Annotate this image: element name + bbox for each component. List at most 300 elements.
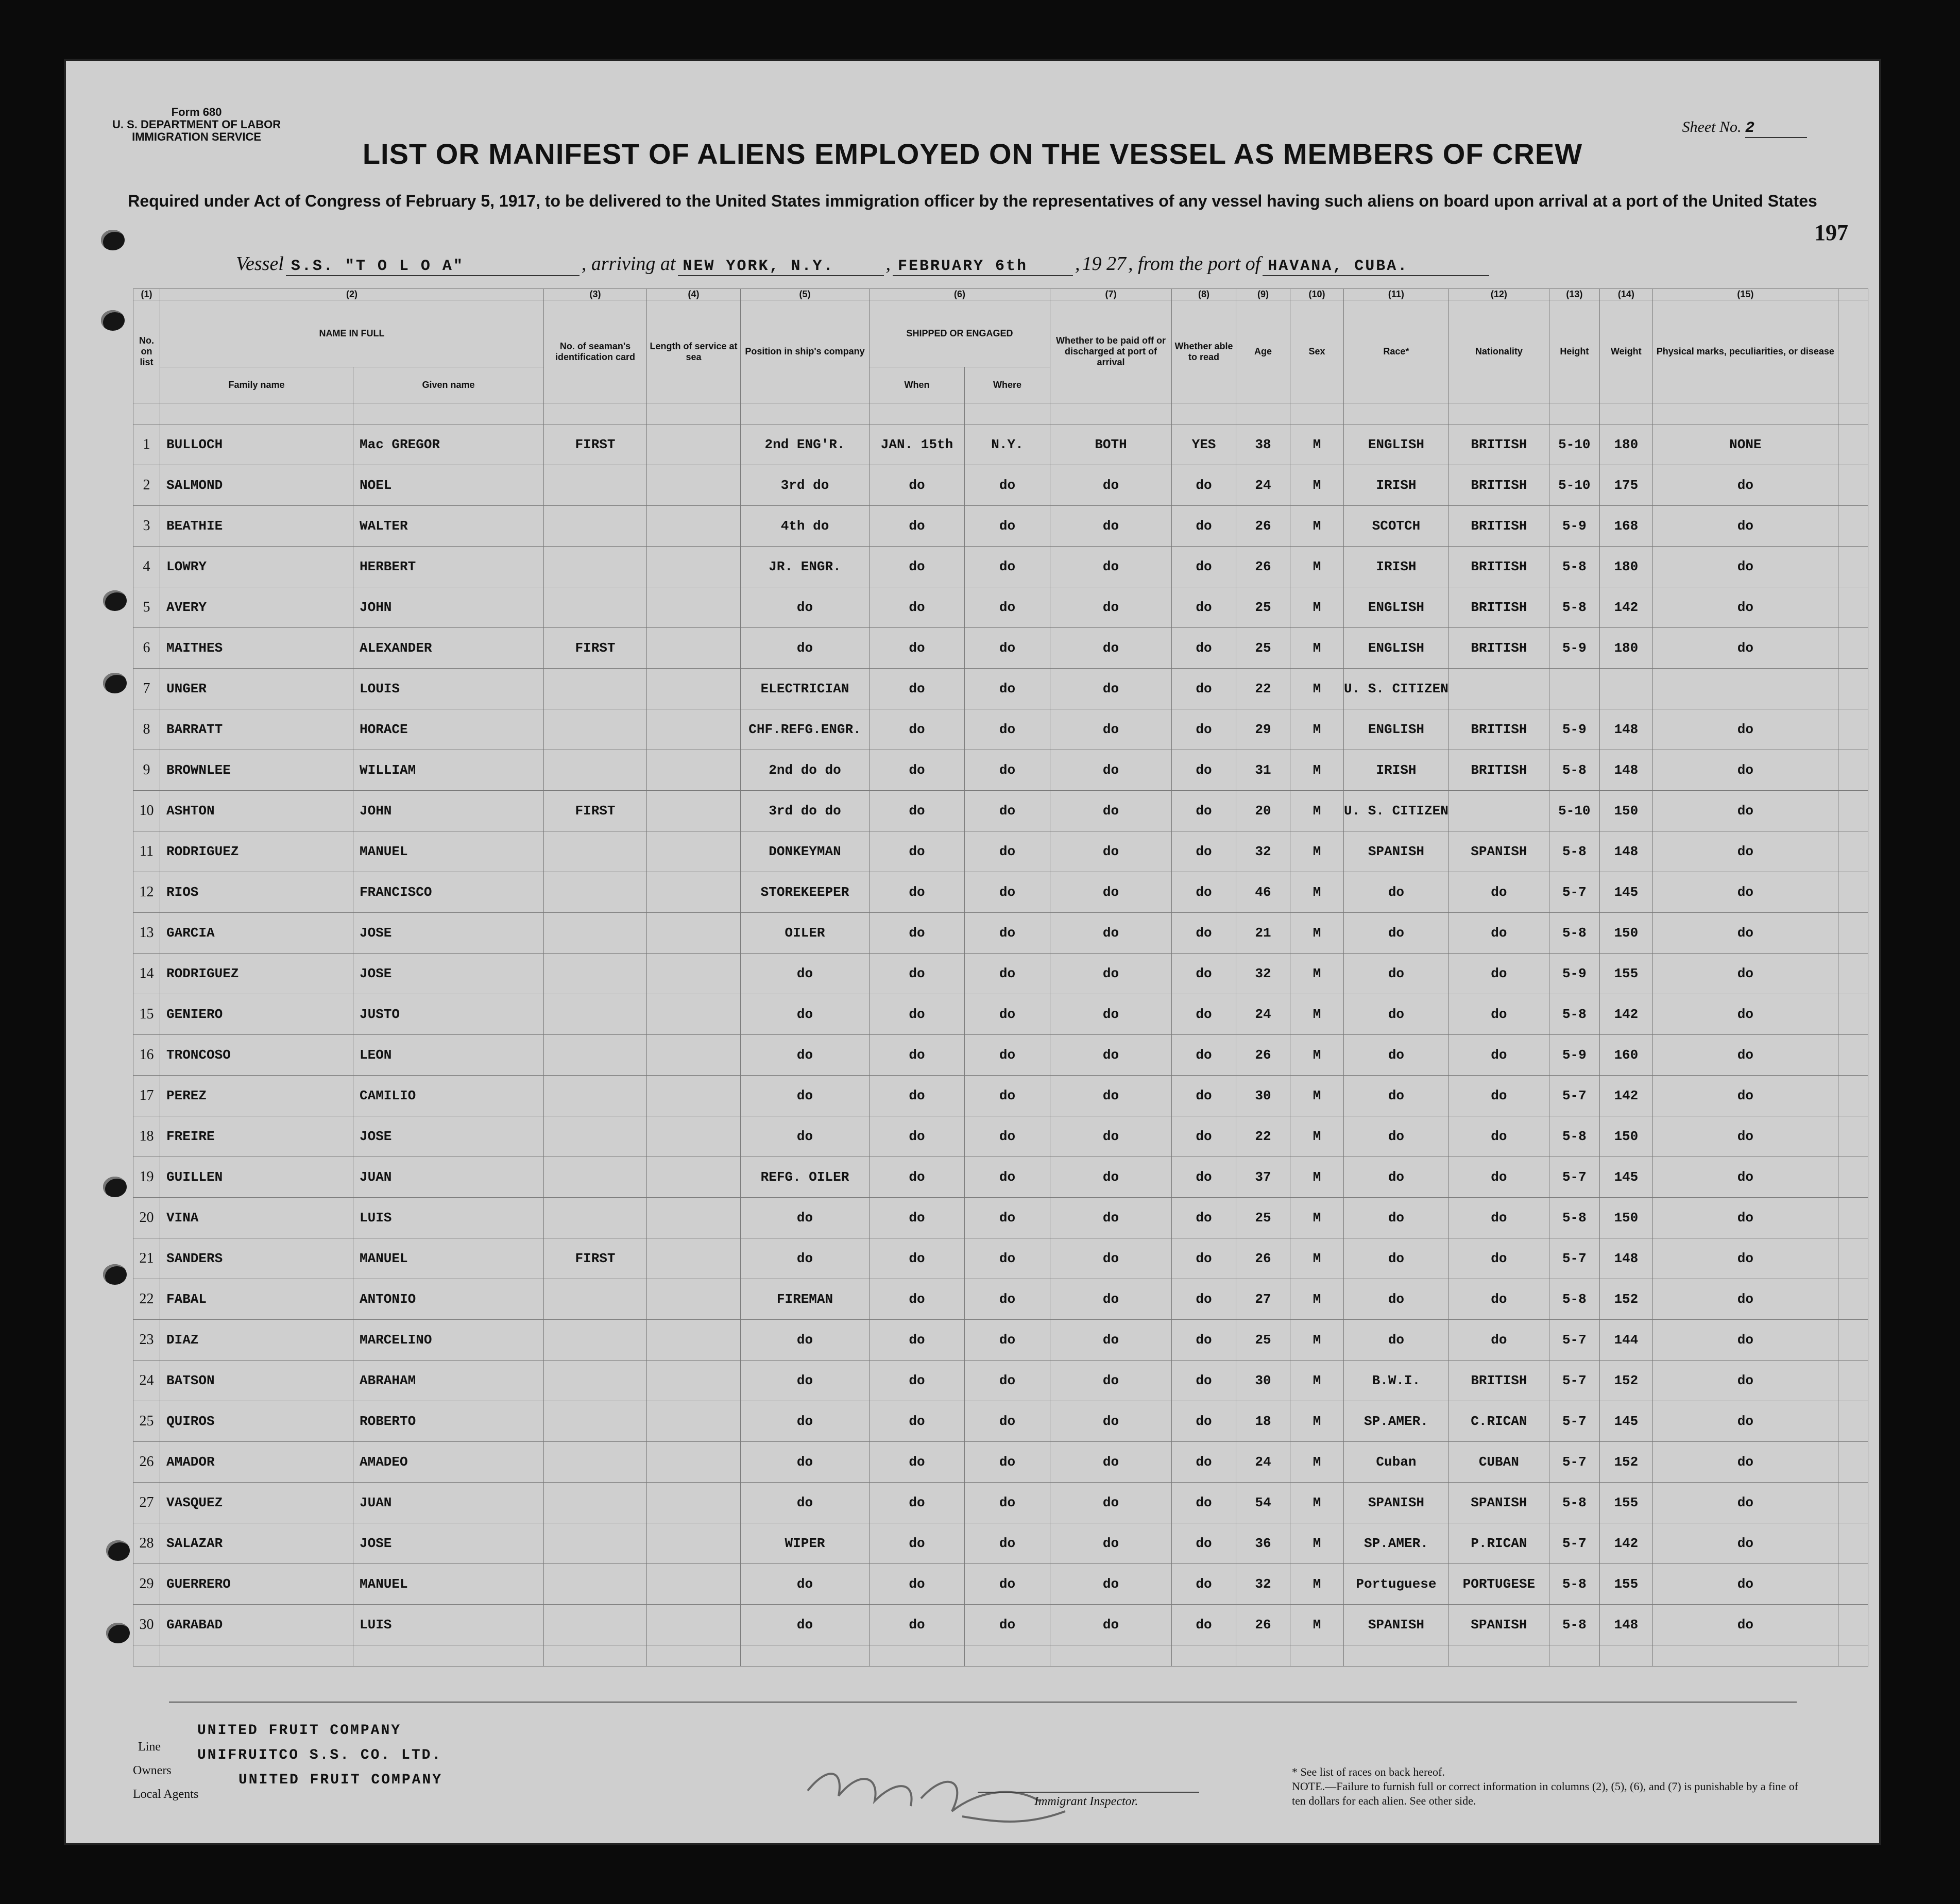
- cell-nationality: [1448, 669, 1549, 709]
- cell-id-card: [544, 1523, 647, 1564]
- cell-age: 54: [1236, 1483, 1290, 1523]
- cell-extra: [1838, 1035, 1868, 1076]
- cell-weight: 155: [1599, 954, 1652, 994]
- cell-id-card: [544, 1483, 647, 1523]
- cell-family-name: SALAZAR: [160, 1523, 353, 1564]
- cell-height: 5-8: [1549, 1116, 1599, 1157]
- cell-physical-marks: do: [1652, 831, 1838, 872]
- cell-position: do: [741, 1442, 870, 1483]
- cell-physical-marks: do: [1652, 913, 1838, 954]
- cell-id-card: [544, 1076, 647, 1116]
- cell-sex: M: [1290, 1564, 1344, 1605]
- cell-sex: M: [1290, 913, 1344, 954]
- cell-nationality: BRITISH: [1448, 709, 1549, 750]
- agents-value: UNITED FRUIT COMPANY: [238, 1772, 443, 1788]
- cell-able-to-read: do: [1172, 587, 1236, 628]
- cell-position: REFG. OILER: [741, 1157, 870, 1198]
- cell-sex: M: [1290, 1320, 1344, 1361]
- colnum-8: (8): [1172, 289, 1236, 300]
- cell-shipped-when: do: [870, 1401, 965, 1442]
- cell-shipped-where: do: [965, 994, 1050, 1035]
- cell-age: 38: [1236, 424, 1290, 465]
- cell-row-number: 14: [133, 954, 160, 994]
- crew-row: [133, 1116, 1868, 1157]
- cell-race: do: [1344, 994, 1449, 1035]
- cell-race: ENGLISH: [1344, 424, 1449, 465]
- cell-sex: M: [1290, 1605, 1344, 1645]
- cell-sex: M: [1290, 1116, 1344, 1157]
- inspector-label: Immigrant Inspector.: [1034, 1795, 1138, 1808]
- cell-height: 5-7: [1549, 1238, 1599, 1279]
- cell-sex: M: [1290, 1035, 1344, 1076]
- cell-family-name: ASHTON: [160, 791, 353, 831]
- cell-shipped-where: do: [965, 1401, 1050, 1442]
- cell-shipped-when: do: [870, 628, 965, 669]
- cell-physical-marks: do: [1652, 1564, 1838, 1605]
- cell-weight: 155: [1599, 1564, 1652, 1605]
- crew-row: [133, 1320, 1868, 1361]
- colnum-6: (6): [870, 289, 1050, 300]
- cell-shipped-where: do: [965, 1238, 1050, 1279]
- cell-paid-off: do: [1050, 709, 1172, 750]
- cell-given-name: HERBERT: [353, 547, 544, 587]
- cell-paid-off: do: [1050, 1035, 1172, 1076]
- cell-nationality: do: [1448, 994, 1549, 1035]
- cell-extra: [1838, 1605, 1868, 1645]
- cell-length-service: [647, 1401, 741, 1442]
- cell-extra: [1838, 465, 1868, 506]
- cell-shipped-when: do: [870, 587, 965, 628]
- cell-id-card: [544, 1401, 647, 1442]
- crew-row: [133, 954, 1868, 994]
- cell-shipped-where: do: [965, 1564, 1050, 1605]
- cell-height: 5-8: [1549, 1198, 1599, 1238]
- cell-paid-off: do: [1050, 628, 1172, 669]
- cell-age: 26: [1236, 1238, 1290, 1279]
- cell-paid-off: do: [1050, 791, 1172, 831]
- cell-extra: [1838, 424, 1868, 465]
- cell-sex: M: [1290, 872, 1344, 913]
- crew-row: [133, 1198, 1868, 1238]
- colnum-11: (11): [1344, 289, 1449, 300]
- cell-race: do: [1344, 1035, 1449, 1076]
- cell-given-name: AMADEO: [353, 1442, 544, 1483]
- cell-extra: [1838, 994, 1868, 1035]
- cell-shipped-when: do: [870, 872, 965, 913]
- cell-able-to-read: do: [1172, 506, 1236, 547]
- cell-physical-marks: do: [1652, 872, 1838, 913]
- cell-row-number: 30: [133, 1605, 160, 1645]
- cell-family-name: GARCIA: [160, 913, 353, 954]
- colnum-2: (2): [160, 289, 544, 300]
- crew-row: [133, 1483, 1868, 1523]
- manifest-sheet: [66, 61, 1879, 1843]
- cell-length-service: [647, 954, 741, 994]
- cell-nationality: BRITISH: [1448, 587, 1549, 628]
- owners-value: UNIFRUITCO S.S. CO. LTD.: [197, 1747, 442, 1763]
- requirement-statement: Required under Act of Congress of February 5, 1917, to be delivered to the United States immigration officer by the representatives of any vessel having such aliens on board upon arrival at a port of the United States: [128, 192, 1817, 210]
- cell-sex: M: [1290, 954, 1344, 994]
- header-length-service: Length of service at sea: [647, 300, 741, 403]
- form-number: Form 680: [171, 106, 222, 118]
- cell-row-number: 6: [133, 628, 160, 669]
- cell-id-card: [544, 913, 647, 954]
- cell-physical-marks: do: [1652, 1320, 1838, 1361]
- cell-given-name: JUAN: [353, 1483, 544, 1523]
- crew-row: [133, 465, 1868, 506]
- cell-row-number: 4: [133, 547, 160, 587]
- cell-position: do: [741, 1035, 870, 1076]
- cell-extra: [1838, 1320, 1868, 1361]
- cell-shipped-when: do: [870, 1483, 965, 1523]
- cell-row-number: 5: [133, 587, 160, 628]
- cell-weight: 142: [1599, 1523, 1652, 1564]
- cell-length-service: [647, 1483, 741, 1523]
- cell-position: do: [741, 1116, 870, 1157]
- cell-physical-marks: do: [1652, 1483, 1838, 1523]
- cell-position: CHF.REFG.ENGR.: [741, 709, 870, 750]
- cell-length-service: [647, 424, 741, 465]
- punch-hole: [101, 230, 125, 250]
- header-id-card: No. of seaman's identification card: [544, 300, 647, 403]
- line-value: UNITED FRUIT COMPANY: [197, 1723, 402, 1739]
- cell-shipped-where: do: [965, 1157, 1050, 1198]
- cell-family-name: BEATHIE: [160, 506, 353, 547]
- cell-length-service: [647, 1523, 741, 1564]
- cell-able-to-read: do: [1172, 547, 1236, 587]
- cell-race: do: [1344, 1076, 1449, 1116]
- cell-sex: M: [1290, 1198, 1344, 1238]
- cell-nationality: do: [1448, 1238, 1549, 1279]
- cell-physical-marks: do: [1652, 1035, 1838, 1076]
- crew-row: [133, 669, 1868, 709]
- cell-id-card: [544, 1116, 647, 1157]
- cell-shipped-where: N.Y.: [965, 424, 1050, 465]
- cell-nationality: SPANISH: [1448, 831, 1549, 872]
- cell-paid-off: do: [1050, 1361, 1172, 1401]
- cell-family-name: GARABAD: [160, 1605, 353, 1645]
- cell-length-service: [647, 913, 741, 954]
- cell-row-number: 3: [133, 506, 160, 547]
- cell-height: 5-9: [1549, 506, 1599, 547]
- cell-row-number: 7: [133, 669, 160, 709]
- cell-paid-off: do: [1050, 1320, 1172, 1361]
- cell-weight: 148: [1599, 1238, 1652, 1279]
- arrival-date: FEBRUARY 6th: [893, 258, 1073, 276]
- header-marks: Physical marks, peculiarities, or disease: [1652, 300, 1838, 403]
- cell-position: FIREMAN: [741, 1279, 870, 1320]
- fine-note: NOTE.—Failure to furnish full or correct information in columns (2), (5), (6), and (7) is punishable by a fine of ten dollars for each alien. See other side.: [1292, 1780, 1799, 1807]
- cell-weight: 142: [1599, 1076, 1652, 1116]
- cell-paid-off: do: [1050, 1238, 1172, 1279]
- cell-age: 31: [1236, 750, 1290, 791]
- crew-row: [133, 750, 1868, 791]
- cell-nationality: PORTUGESE: [1448, 1564, 1549, 1605]
- cell-physical-marks: do: [1652, 1361, 1838, 1401]
- cell-id-card: [544, 872, 647, 913]
- arrival-year: 19 27: [1082, 253, 1126, 275]
- cell-race: SCOTCH: [1344, 506, 1449, 547]
- cell-shipped-when: do: [870, 1564, 965, 1605]
- cell-id-card: [544, 1442, 647, 1483]
- cell-shipped-when: do: [870, 1442, 965, 1483]
- cell-race: SP.AMER.: [1344, 1401, 1449, 1442]
- cell-race: Portuguese: [1344, 1564, 1449, 1605]
- cell-race: IRISH: [1344, 750, 1449, 791]
- header-read: Whether able to read: [1172, 300, 1236, 403]
- cell-position: do: [741, 1605, 870, 1645]
- cell-able-to-read: do: [1172, 709, 1236, 750]
- cell-physical-marks: do: [1652, 465, 1838, 506]
- cell-id-card: [544, 506, 647, 547]
- cell-sex: M: [1290, 1361, 1344, 1401]
- cell-position: do: [741, 1483, 870, 1523]
- cell-physical-marks: do: [1652, 1238, 1838, 1279]
- cell-age: 26: [1236, 506, 1290, 547]
- crew-row: [133, 1035, 1868, 1076]
- cell-paid-off: do: [1050, 587, 1172, 628]
- cell-length-service: [647, 1035, 741, 1076]
- cell-shipped-where: do: [965, 506, 1050, 547]
- cell-given-name: ROBERTO: [353, 1401, 544, 1442]
- cell-nationality: SPANISH: [1448, 1605, 1549, 1645]
- cell-race: do: [1344, 1198, 1449, 1238]
- colnum-5: (5): [741, 289, 870, 300]
- cell-length-service: [647, 1361, 741, 1401]
- cell-position: do: [741, 994, 870, 1035]
- cell-physical-marks: do: [1652, 1157, 1838, 1198]
- crew-rows: [133, 424, 1868, 1645]
- cell-paid-off: do: [1050, 831, 1172, 872]
- cell-height: 5-8: [1549, 913, 1599, 954]
- owners-label: Owners: [133, 1764, 172, 1777]
- cell-given-name: LUIS: [353, 1605, 544, 1645]
- cell-nationality: SPANISH: [1448, 1483, 1549, 1523]
- header-weight: Weight: [1599, 300, 1652, 403]
- cell-extra: [1838, 506, 1868, 547]
- cell-position: do: [741, 1401, 870, 1442]
- cell-paid-off: BOTH: [1050, 424, 1172, 465]
- cell-extra: [1838, 1442, 1868, 1483]
- crew-row: [133, 506, 1868, 547]
- cell-given-name: MANUEL: [353, 831, 544, 872]
- cell-nationality: BRITISH: [1448, 424, 1549, 465]
- cell-length-service: [647, 1279, 741, 1320]
- cell-position: 2nd do do: [741, 750, 870, 791]
- cell-age: 22: [1236, 669, 1290, 709]
- cell-position: do: [741, 1238, 870, 1279]
- cell-shipped-when: do: [870, 1320, 965, 1361]
- cell-extra: [1838, 954, 1868, 994]
- punch-hole: [106, 1540, 130, 1561]
- cell-length-service: [647, 465, 741, 506]
- header-position: Position in ship's company: [741, 300, 870, 403]
- crew-row: [133, 994, 1868, 1035]
- cell-row-number: 12: [133, 872, 160, 913]
- cell-extra: [1838, 628, 1868, 669]
- cell-able-to-read: do: [1172, 994, 1236, 1035]
- cell-length-service: [647, 1116, 741, 1157]
- cell-extra: [1838, 750, 1868, 791]
- cell-shipped-when: do: [870, 1198, 965, 1238]
- cell-paid-off: do: [1050, 506, 1172, 547]
- service: IMMIGRATION SERVICE: [132, 130, 262, 143]
- cell-given-name: JUAN: [353, 1157, 544, 1198]
- cell-race: ENGLISH: [1344, 587, 1449, 628]
- cell-height: 5-8: [1549, 831, 1599, 872]
- cell-physical-marks: do: [1652, 791, 1838, 831]
- cell-shipped-where: do: [965, 1198, 1050, 1238]
- cell-weight: 150: [1599, 1198, 1652, 1238]
- cell-age: 30: [1236, 1361, 1290, 1401]
- cell-row-number: 19: [133, 1157, 160, 1198]
- cell-shipped-when: do: [870, 1279, 965, 1320]
- cell-row-number: 13: [133, 913, 160, 954]
- cell-height: 5-9: [1549, 1035, 1599, 1076]
- cell-nationality: do: [1448, 872, 1549, 913]
- punch-hole: [103, 590, 127, 611]
- cell-shipped-when: JAN. 15th: [870, 424, 965, 465]
- cell-id-card: [544, 465, 647, 506]
- cell-given-name: CAMILIO: [353, 1076, 544, 1116]
- cell-weight: 148: [1599, 709, 1652, 750]
- cell-row-number: 18: [133, 1116, 160, 1157]
- cell-sex: M: [1290, 587, 1344, 628]
- cell-paid-off: do: [1050, 1523, 1172, 1564]
- cell-extra: [1838, 1564, 1868, 1605]
- cell-id-card: [544, 994, 647, 1035]
- punch-hole: [103, 1177, 127, 1197]
- cell-age: 21: [1236, 913, 1290, 954]
- cell-height: 5-9: [1549, 628, 1599, 669]
- cell-id-card: [544, 587, 647, 628]
- cell-length-service: [647, 1238, 741, 1279]
- cell-weight: [1599, 669, 1652, 709]
- cell-family-name: VASQUEZ: [160, 1483, 353, 1523]
- cell-shipped-where: do: [965, 587, 1050, 628]
- cell-sex: M: [1290, 1238, 1344, 1279]
- cell-length-service: [647, 669, 741, 709]
- cell-nationality: BRITISH: [1448, 1361, 1549, 1401]
- cell-extra: [1838, 1198, 1868, 1238]
- cell-height: [1549, 669, 1599, 709]
- cell-physical-marks: do: [1652, 1076, 1838, 1116]
- cell-paid-off: do: [1050, 872, 1172, 913]
- cell-given-name: WALTER: [353, 506, 544, 547]
- punch-hole: [103, 1264, 127, 1285]
- cell-height: 5-8: [1549, 1279, 1599, 1320]
- punch-hole: [103, 673, 127, 693]
- punch-hole: [101, 310, 125, 331]
- cell-nationality: C.RICAN: [1448, 1401, 1549, 1442]
- cell-sex: M: [1290, 1401, 1344, 1442]
- cell-able-to-read: do: [1172, 1279, 1236, 1320]
- cell-extra: [1838, 1361, 1868, 1401]
- cell-able-to-read: do: [1172, 465, 1236, 506]
- header-race: Race*: [1344, 300, 1449, 403]
- cell-able-to-read: do: [1172, 1361, 1236, 1401]
- cell-length-service: [647, 750, 741, 791]
- cell-given-name: JOSE: [353, 1523, 544, 1564]
- cell-able-to-read: do: [1172, 1605, 1236, 1645]
- cell-id-card: FIRST: [544, 424, 647, 465]
- cell-age: 26: [1236, 1605, 1290, 1645]
- cell-paid-off: do: [1050, 913, 1172, 954]
- cell-able-to-read: do: [1172, 1483, 1236, 1523]
- cell-shipped-when: do: [870, 913, 965, 954]
- cell-given-name: JOSE: [353, 1116, 544, 1157]
- cell-row-number: 15: [133, 994, 160, 1035]
- cell-race: B.W.I.: [1344, 1361, 1449, 1401]
- cell-length-service: [647, 994, 741, 1035]
- cell-able-to-read: do: [1172, 669, 1236, 709]
- cell-position: do: [741, 1564, 870, 1605]
- cell-row-number: 21: [133, 1238, 160, 1279]
- cell-position: do: [741, 954, 870, 994]
- cell-weight: 150: [1599, 913, 1652, 954]
- cell-given-name: HORACE: [353, 709, 544, 750]
- cell-height: 5-8: [1549, 1483, 1599, 1523]
- cell-length-service: [647, 1320, 741, 1361]
- cell-physical-marks: do: [1652, 547, 1838, 587]
- cell-height: 5-8: [1549, 1605, 1599, 1645]
- crew-row: [133, 1076, 1868, 1116]
- cell-shipped-when: do: [870, 994, 965, 1035]
- cell-row-number: 26: [133, 1442, 160, 1483]
- header-name-in-full: NAME IN FULL: [160, 300, 544, 367]
- cell-physical-marks: do: [1652, 1605, 1838, 1645]
- cell-able-to-read: do: [1172, 750, 1236, 791]
- cell-weight: 180: [1599, 424, 1652, 465]
- cell-height: 5-7: [1549, 1157, 1599, 1198]
- cell-shipped-where: do: [965, 1076, 1050, 1116]
- cell-race: do: [1344, 954, 1449, 994]
- crew-row: [133, 1605, 1868, 1645]
- header-no-on-list: No. on list: [133, 300, 160, 403]
- cell-given-name: ABRAHAM: [353, 1361, 544, 1401]
- cell-family-name: DIAZ: [160, 1320, 353, 1361]
- arriving-label: , arriving at: [581, 253, 676, 275]
- cell-family-name: GENIERO: [160, 994, 353, 1035]
- cell-row-number: 23: [133, 1320, 160, 1361]
- cell-race: IRISH: [1344, 547, 1449, 587]
- cell-height: 5-8: [1549, 587, 1599, 628]
- cell-id-card: [544, 1198, 647, 1238]
- crew-row: [133, 1442, 1868, 1483]
- cell-physical-marks: do: [1652, 750, 1838, 791]
- cell-race: do: [1344, 913, 1449, 954]
- cell-height: 5-9: [1549, 709, 1599, 750]
- cell-able-to-read: do: [1172, 1320, 1236, 1361]
- crew-row: [133, 1564, 1868, 1605]
- cell-able-to-read: do: [1172, 1442, 1236, 1483]
- cell-able-to-read: do: [1172, 954, 1236, 994]
- cell-length-service: [647, 1157, 741, 1198]
- colnum-13: (13): [1549, 289, 1599, 300]
- cell-position: do: [741, 1320, 870, 1361]
- cell-paid-off: do: [1050, 1401, 1172, 1442]
- cell-extra: [1838, 831, 1868, 872]
- cell-given-name: ALEXANDER: [353, 628, 544, 669]
- crew-row: [133, 1279, 1868, 1320]
- cell-family-name: RIOS: [160, 872, 353, 913]
- cell-shipped-where: do: [965, 1279, 1050, 1320]
- cell-family-name: SALMOND: [160, 465, 353, 506]
- crew-row: [133, 913, 1868, 954]
- crew-row: [133, 1401, 1868, 1442]
- cell-given-name: JOSE: [353, 954, 544, 994]
- cell-row-number: 29: [133, 1564, 160, 1605]
